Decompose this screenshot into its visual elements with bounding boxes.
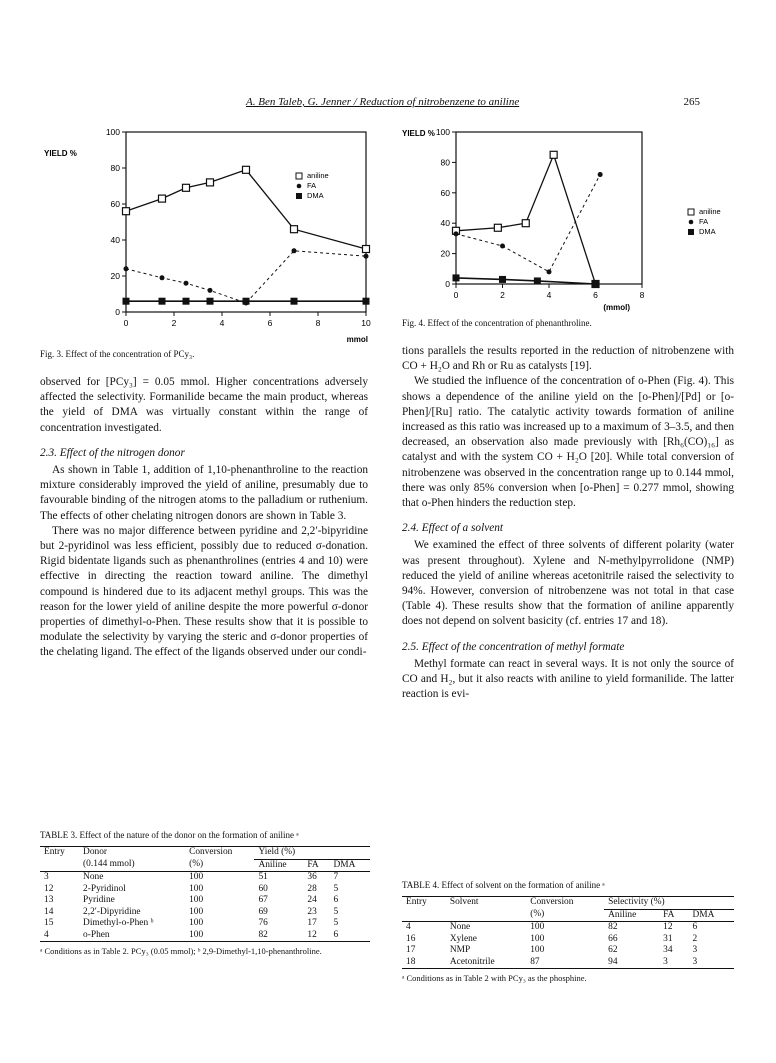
left-column bbox=[40, 375, 368, 661]
table-row bbox=[40, 930, 370, 942]
running-header bbox=[0, 96, 776, 112]
y-tick-label: 100 bbox=[435, 127, 450, 137]
x-tick-label: 8 bbox=[315, 318, 321, 328]
table-cell-dma: 5 bbox=[333, 883, 339, 894]
data-point-FA bbox=[454, 231, 459, 236]
data-point-DMA bbox=[159, 298, 166, 305]
th-conversion-sub: (%) bbox=[530, 909, 545, 919]
table-cell-fa: 24 bbox=[307, 895, 317, 905]
th-conversion: Conversion bbox=[189, 847, 233, 857]
data-point-DMA bbox=[183, 298, 190, 305]
table-cell-label: Acetonitrile bbox=[449, 956, 495, 967]
x-tick-label: 0 bbox=[123, 318, 129, 328]
table-cell-dma: 3 bbox=[692, 945, 698, 955]
section-heading-2-3: 2.3. Effect of the nitrogen donor bbox=[40, 446, 185, 459]
data-point-aniline bbox=[123, 208, 130, 215]
table-cell-label: Pyridine bbox=[83, 895, 115, 905]
table-cell-conversion: 100 bbox=[189, 872, 204, 882]
table-row bbox=[402, 945, 734, 957]
table-cell-aniline: 94 bbox=[608, 956, 618, 967]
table-cell-conversion: 100 bbox=[189, 883, 204, 894]
table-cell-aniline: 76 bbox=[258, 918, 268, 928]
table-cell-entry: 16 bbox=[406, 933, 416, 944]
table-cell-dma: 7 bbox=[333, 872, 339, 882]
table-cell-label: Xylene bbox=[449, 933, 477, 944]
section-heading-2-4: 2.4. Effect of a solvent bbox=[402, 522, 504, 535]
legend-marker bbox=[296, 173, 302, 179]
right-column bbox=[402, 344, 734, 702]
paragraph: Methyl formate can react in several ways. It is not only the source of CO and H₂, but it also reacts with aniline to yield formanilide. The latter reaction is evi- bbox=[402, 657, 734, 701]
series-line-aniline bbox=[126, 170, 366, 249]
legend-label: DMA bbox=[307, 191, 324, 200]
table-cell-fa: 3 bbox=[663, 956, 668, 967]
y-tick-label: 0 bbox=[115, 307, 120, 317]
data-point-DMA bbox=[453, 274, 460, 281]
legend-label: aniline bbox=[699, 207, 721, 216]
table-cell-conversion: 100 bbox=[530, 945, 545, 955]
table-cell-entry: 17 bbox=[406, 945, 416, 955]
y-tick-label: 60 bbox=[440, 187, 450, 198]
x-tick-label: 6 bbox=[267, 318, 273, 328]
table-cell-aniline: 82 bbox=[258, 929, 268, 940]
x-tick-label: 4 bbox=[546, 290, 552, 300]
table-cell-fa: 17 bbox=[307, 918, 317, 928]
series-line-DMA bbox=[456, 278, 596, 284]
table-cell-fa: 34 bbox=[663, 945, 673, 955]
legend-marker bbox=[689, 220, 694, 225]
legend-marker bbox=[296, 193, 302, 199]
table-cell-conversion: 100 bbox=[189, 906, 204, 917]
table-cell-dma: 6 bbox=[333, 895, 339, 905]
table-cell-conversion: 100 bbox=[530, 922, 545, 932]
x-tick-label: 0 bbox=[453, 290, 459, 300]
table-cell-aniline: 60 bbox=[258, 883, 268, 894]
table-cell-conversion: 100 bbox=[530, 933, 545, 944]
th-dma: DMA bbox=[692, 909, 715, 920]
data-point-FA bbox=[184, 281, 189, 286]
paragraph: tions parallels the results reported in the reduction of nitrobenzene with CO + H₂O and Rh or Ru as catalysts [19]. bbox=[402, 345, 734, 373]
table-cell-entry: 3 bbox=[44, 872, 49, 882]
x-tick-label: 4 bbox=[219, 318, 225, 328]
table-cell-entry: 18 bbox=[406, 956, 416, 967]
data-point-aniline bbox=[522, 220, 529, 227]
table-3-title: TABLE 3. Effect of the nature of the donor on the formation of aniline ᵃ bbox=[40, 830, 299, 840]
legend-marker bbox=[688, 209, 694, 215]
th-entry: Entry bbox=[406, 897, 427, 907]
data-point-FA bbox=[124, 266, 129, 271]
th-solvent: Solvent bbox=[449, 897, 479, 907]
table-cell-aniline: 51 bbox=[258, 872, 268, 882]
th-aniline: Aniline bbox=[258, 859, 287, 870]
table-3-footnote: ᵃ Conditions as in Table 2. PCy₃ (0.05 mmol); ᵇ 2,9-Dimethyl-1,10-phenanthroline. bbox=[40, 946, 322, 956]
x-tick-label: 8 bbox=[639, 290, 645, 300]
data-point-FA bbox=[292, 248, 297, 253]
table-cell-entry: 15 bbox=[44, 918, 54, 928]
legend-label: FA bbox=[307, 181, 317, 190]
data-point-aniline bbox=[291, 226, 298, 233]
running-title: A. Ben Taleb, G. Jenner / Reduction of nitrobenzene to aniline bbox=[246, 96, 520, 108]
table-3-grid bbox=[40, 846, 370, 942]
table-cell-fa: 23 bbox=[307, 906, 317, 917]
data-point-DMA bbox=[499, 276, 506, 283]
th-fa: FA bbox=[663, 909, 675, 920]
table-cell-entry: 12 bbox=[44, 883, 54, 894]
table-cell-dma: 6 bbox=[692, 922, 698, 932]
y-tick-label: 20 bbox=[110, 271, 120, 281]
y-tick-label: 60 bbox=[110, 199, 120, 209]
paragraph: observed for [PCy₃] = 0.05 mmol. Higher concentrations adversely affected the selectivity. Formanilide became the main product, whereas the yield of DMA was virtually constant within the range of concentration investigated. bbox=[40, 376, 368, 434]
y-tick-label: 0 bbox=[445, 279, 450, 289]
th-yield: Yield (%) bbox=[254, 847, 370, 860]
data-point-FA bbox=[547, 269, 552, 274]
table-cell-dma: 5 bbox=[333, 906, 339, 917]
table-row bbox=[402, 957, 734, 969]
data-point-DMA bbox=[363, 298, 370, 305]
data-point-aniline bbox=[550, 151, 557, 158]
table-cell-entry: 4 bbox=[406, 922, 411, 932]
plot-frame bbox=[456, 132, 642, 284]
table-3 bbox=[40, 830, 370, 957]
data-point-FA bbox=[160, 275, 165, 280]
data-point-DMA bbox=[592, 281, 599, 288]
table-row bbox=[40, 907, 370, 919]
x-tick-label: 10 bbox=[361, 318, 371, 328]
x-axis-label: (mmol) bbox=[603, 303, 630, 312]
data-point-DMA bbox=[207, 298, 214, 305]
table-cell-label: None bbox=[83, 872, 104, 882]
table-cell-label: Dimethyl-o-Phen ᵇ bbox=[83, 918, 154, 928]
y-tick-label: 80 bbox=[440, 157, 450, 168]
legend-label: DMA bbox=[699, 227, 716, 236]
y-axis-label: YIELD % bbox=[44, 149, 77, 158]
paragraph: We studied the influence of the concentration of o-Phen (Fig. 4). This shows a dependence of the aniline yield on the [o-Phen]/[Pd] or [o-Phen]/[Ru] ratio. The catalytic activity towards formation of aniline increased as this ratio was increased up to a maximum of 3–3.5, and then decreased, an observation also made previously with [Rh₆(CO)₁₆] as catalyst and with the system CO + H₂O [20]. While total conversion of nitrobenzene was observed in the concentration range up to 0.144 mmol, there was only 85% conversion when [o-Phen] = 0.277 mmol, showing that o-Phen hinders the reduction step. bbox=[402, 375, 734, 510]
y-tick-label: 40 bbox=[110, 235, 120, 245]
y-axis-label: YIELD % bbox=[402, 129, 435, 138]
figure-4-chart bbox=[400, 124, 740, 314]
figure-3-caption: Fig. 3. Effect of the concentration of PCy₃. bbox=[40, 349, 195, 359]
data-point-FA bbox=[500, 244, 505, 249]
th-entry: Entry bbox=[44, 847, 65, 857]
table-cell-conversion: 87 bbox=[530, 956, 540, 967]
data-point-FA bbox=[208, 288, 213, 293]
figure-3-chart bbox=[40, 124, 385, 346]
data-point-DMA bbox=[291, 298, 298, 305]
table-cell-conversion: 100 bbox=[189, 918, 204, 928]
y-tick-label: 80 bbox=[110, 163, 120, 173]
th-conversion: Conversion bbox=[530, 897, 574, 907]
th-donor: Donor bbox=[83, 847, 108, 857]
data-point-aniline bbox=[243, 166, 250, 173]
x-tick-label: 2 bbox=[500, 290, 505, 300]
figure-3-plot-group bbox=[44, 127, 371, 344]
data-point-FA bbox=[364, 254, 369, 259]
table-cell-fa: 12 bbox=[307, 929, 317, 940]
data-point-aniline bbox=[363, 246, 370, 253]
paragraph: There was no major difference between pyridine and 2,2′-bipyridine but 2-pyridinol was less efficient, possibly due to reduced σ-donation. Rigid bidentate ligands such as phenanthrolines (entries 4 and 10) were effective in directing the reaction toward aniline. The dimethyl compound is hindered due to its adjacent methyl groups. This was the reason for the lower yield of aniline despite the more powerful σ-donor properties of dimethyl-o-Phen. These results show that it is possible to modulate the selectivity by varying the steric and σ-donor properties of the chelating ligand. The effect of the ligands observed under our condi- bbox=[40, 524, 368, 659]
y-tick-label: 100 bbox=[105, 127, 120, 137]
plot-frame bbox=[126, 132, 366, 312]
table-4-title: TABLE 4. Effect of solvent on the formation of aniline ᵃ bbox=[402, 880, 605, 890]
data-point-FA bbox=[598, 172, 603, 177]
data-point-DMA bbox=[243, 298, 250, 305]
legend-marker bbox=[688, 229, 694, 235]
th-donor-sub: (0.144 mmol) bbox=[83, 859, 135, 869]
table-cell-aniline: 66 bbox=[608, 933, 618, 944]
x-tick-label: 6 bbox=[593, 290, 598, 300]
figure-4-plot-group bbox=[402, 127, 721, 312]
th-conversion-sub: (%) bbox=[189, 859, 204, 869]
table-row bbox=[402, 934, 734, 946]
table-cell-dma: 2 bbox=[692, 933, 698, 944]
data-point-aniline bbox=[494, 224, 501, 231]
table-4-grid bbox=[402, 896, 734, 969]
table-cell-dma: 3 bbox=[692, 956, 698, 967]
table-cell-fa: 31 bbox=[663, 933, 673, 944]
table-cell-fa: 36 bbox=[307, 872, 317, 882]
table-cell-label: 2-Pyridinol bbox=[83, 883, 126, 894]
table-row bbox=[40, 872, 370, 884]
data-point-DMA bbox=[123, 298, 130, 305]
table-row bbox=[40, 918, 370, 930]
table-cell-dma: 6 bbox=[333, 929, 339, 940]
y-tick-label: 40 bbox=[440, 218, 450, 229]
data-point-aniline bbox=[207, 179, 214, 186]
table-cell-entry: 14 bbox=[44, 906, 54, 917]
table-cell-conversion: 100 bbox=[189, 929, 204, 940]
table-cell-fa: 12 bbox=[663, 922, 673, 932]
table-cell-label: o-Phen bbox=[83, 929, 110, 940]
page-number: 265 bbox=[683, 96, 700, 108]
paragraph: We examined the effect of three solvents of different polarity (water was present throughout). Xylene and N-methylpyrrolidone (NMP) reduced the yield of aniline whereas acetonitrile raised the selectivity to 94%. However, conversion of nitrobenzene was not total in that case (Table 4). These results show that the formation of aniline apparently does not depend on solvent basicity (cf. entries 17 and 18). bbox=[402, 539, 734, 628]
legend-label: FA bbox=[699, 217, 709, 226]
data-point-aniline bbox=[159, 195, 166, 202]
table-4 bbox=[402, 880, 734, 984]
x-tick-label: 2 bbox=[171, 318, 177, 328]
table-cell-aniline: 62 bbox=[608, 945, 618, 955]
th-selectivity: Selectivity (%) bbox=[604, 897, 734, 910]
x-axis-label: mmol bbox=[346, 335, 368, 344]
table-cell-conversion: 100 bbox=[189, 895, 204, 905]
table-cell-label: NMP bbox=[449, 945, 471, 955]
table-row bbox=[40, 884, 370, 896]
table-cell-aniline: 69 bbox=[258, 906, 268, 917]
table-cell-label: 2,2′-Dipyridine bbox=[83, 906, 141, 917]
figure-4-caption: Fig. 4. Effect of the concentration of phenanthroline. bbox=[402, 318, 592, 328]
th-dma: DMA bbox=[333, 859, 356, 870]
data-point-aniline bbox=[183, 184, 190, 191]
table-row bbox=[402, 922, 734, 934]
data-point-DMA bbox=[534, 277, 541, 284]
table-row bbox=[40, 895, 370, 907]
th-fa: FA bbox=[307, 859, 319, 870]
paragraph: As shown in Table 1, addition of 1,10-phenanthroline to the reaction mixture considerably improved the yield of aniline, presumably due to favourable binding of the nitrogen atoms to the palladium or ruthenium. The effects of other chelating nitrogen donors are shown in Table 3. bbox=[40, 464, 368, 522]
table-cell-fa: 28 bbox=[307, 883, 317, 894]
th-aniline: Aniline bbox=[608, 909, 637, 920]
table-cell-aniline: 67 bbox=[258, 895, 268, 905]
legend-label: aniline bbox=[307, 171, 329, 180]
table-cell-entry: 4 bbox=[44, 929, 49, 940]
y-tick-label: 20 bbox=[440, 248, 450, 259]
legend-marker bbox=[297, 184, 302, 189]
table-cell-dma: 5 bbox=[333, 918, 339, 928]
table-4-footnote: ᵃ Conditions as in Table 2 with PCy₃ as the phosphine. bbox=[402, 973, 587, 983]
table-cell-label: None bbox=[449, 922, 471, 932]
table-cell-entry: 13 bbox=[44, 895, 54, 905]
table-cell-aniline: 82 bbox=[608, 922, 618, 932]
section-heading-2-5: 2.5. Effect of the concentration of methyl formate bbox=[402, 640, 625, 653]
